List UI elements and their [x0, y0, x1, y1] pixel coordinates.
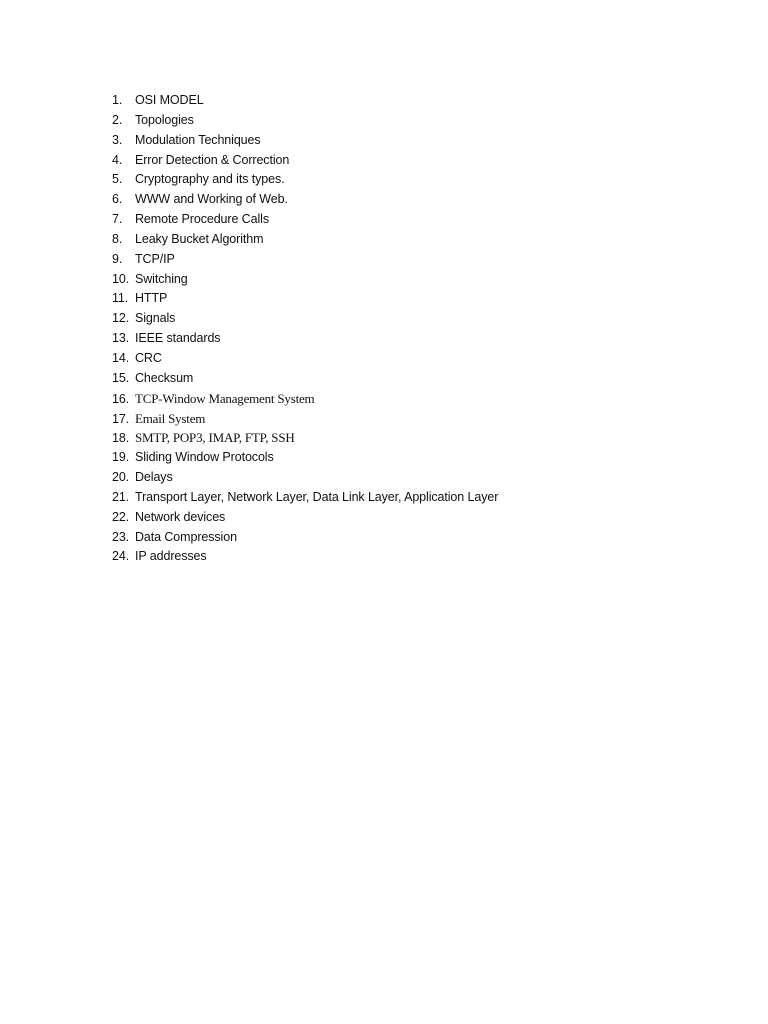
list-item [112, 210, 498, 230]
list-item-text: IP addresses [135, 549, 207, 564]
list-item-text: Modulation Techniques [135, 132, 261, 147]
list-item-text: Signals [135, 311, 176, 326]
list-item-number: 19. [112, 450, 130, 465]
list-item-number: 3. [112, 132, 123, 147]
list-item-number: 9. [112, 251, 123, 266]
list-item-number: 16. [112, 391, 130, 406]
list-item-number: 21. [112, 489, 130, 504]
list-item-number: 12. [112, 311, 130, 326]
list-item [112, 190, 498, 210]
list-item [112, 547, 498, 567]
list-item-text: IEEE standards [135, 331, 221, 346]
list-item-number: 5. [112, 172, 123, 187]
list-item-number: 23. [112, 529, 130, 544]
list-item [112, 428, 498, 448]
list-item-number: 14. [112, 350, 130, 365]
list-item-text: Data Compression [135, 529, 237, 544]
list-item-number: 15. [112, 370, 130, 385]
list-item-number: 6. [112, 192, 123, 207]
list-item [112, 528, 498, 548]
list-item-text: TCP/IP [135, 251, 175, 266]
list-item-number: 1. [112, 93, 123, 107]
list-item-text: HTTP [135, 291, 168, 306]
list-item-text: Cryptography and its types. [135, 172, 285, 187]
list-item [112, 369, 498, 389]
list-item-text: WWW and Working of Web. [135, 192, 288, 207]
list-item [112, 409, 498, 429]
list-item [112, 309, 498, 329]
list-item-text: Transport Layer, Network Layer, Data Link Layer, Application Layer [135, 489, 499, 504]
list-item-text: Network devices [135, 509, 226, 524]
list-item-text: CRC [135, 350, 162, 365]
list-item-number: 24. [112, 549, 130, 564]
list-item-number: 20. [112, 470, 130, 485]
list-item [112, 389, 498, 409]
list-item [112, 270, 498, 290]
list-item-number: 22. [112, 509, 130, 524]
list-item-text: OSI MODEL [135, 93, 204, 107]
list-item-number: 13. [112, 331, 130, 346]
list-item-text: Leaky Bucket Algorithm [135, 231, 264, 246]
list-item-number: 8. [112, 231, 123, 246]
list-item-number: 17. [112, 411, 130, 426]
list-item-text: Switching [135, 271, 188, 286]
list-item [112, 448, 498, 468]
topic-list [112, 91, 498, 567]
list-item-text: Error Detection & Correction [135, 152, 290, 167]
list-item-text: Remote Procedure Calls [135, 212, 269, 227]
list-item [112, 151, 498, 171]
list-item-number: 11. [112, 291, 129, 306]
list-item [112, 91, 498, 111]
list-item [112, 289, 498, 309]
list-item-number: 7. [112, 212, 123, 227]
list-item-number: 2. [112, 112, 123, 127]
list-item-text: Topologies [135, 112, 194, 127]
list-item-text: TCP-Window Management System [135, 390, 315, 406]
list-item [112, 508, 498, 528]
list-item [112, 111, 498, 131]
list-item-number: 10. [112, 271, 130, 286]
list-item-number: 4. [112, 152, 123, 167]
list-item-text: SMTP, POP3, IMAP, FTP, SSH [135, 430, 295, 446]
list-item [112, 230, 498, 250]
list-item-text: Email System [135, 410, 206, 426]
list-item-text: Checksum [135, 370, 194, 385]
list-item [112, 488, 498, 508]
list-item-number: 18. [112, 431, 130, 446]
list-item-text: Delays [135, 470, 173, 485]
list-item [112, 468, 498, 488]
list-item [112, 131, 498, 151]
list-item [112, 170, 498, 190]
list-item [112, 349, 498, 369]
list-item [112, 250, 498, 270]
list-item [112, 329, 498, 349]
list-item-text: Sliding Window Protocols [135, 450, 274, 465]
